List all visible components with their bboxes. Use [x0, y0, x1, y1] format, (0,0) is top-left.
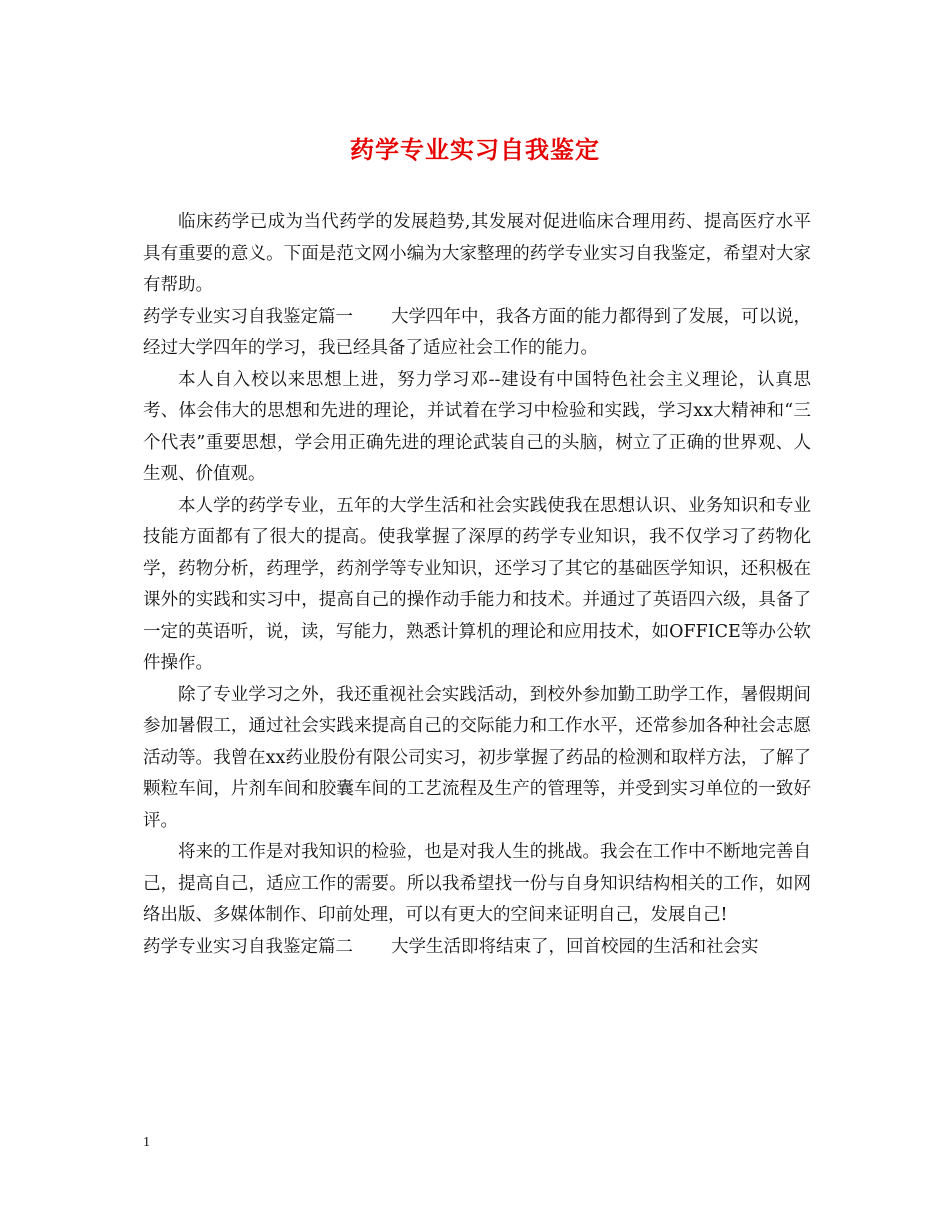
page-number: 1 [143, 1135, 150, 1150]
paragraph-section-one-start [143, 302, 811, 365]
section-heading-one: 药学专业实习自我鉴定篇一 [143, 306, 353, 327]
section-heading-two: 药学专业实习自我鉴定篇二 [143, 936, 353, 957]
paragraph-section-two-start [143, 932, 811, 964]
document-body [143, 207, 811, 963]
paragraph-intro: 临床药学已成为当代药学的发展趋势,其发展对促进临床合理用药、提高医疗水平具有重要的意义。下面是范文网小编为大家整理的药学专业实习自我鉴定，希望对大家有帮助。 [143, 212, 811, 295]
document-title: 药学专业实习自我鉴定 [350, 135, 600, 164]
paragraph-thought: 本人自入校以来思想上进，努力学习邓--建设有中国特色社会主义理论，认真思考、体会伟大的思想和先进的理论，并试着在学习中检验和实践，学习xx大精神和“三个代表”重要思想，学会用正确先进的理论武装自己的头脑，树立了正确的世界观、人生观、价值观。 [143, 369, 811, 484]
paragraph-text: 大学生活即将结束了，回首校园的生活和社会实 [391, 936, 759, 957]
paragraph-practice: 除了专业学习之外，我还重视社会实践活动，到校外参加勤工助学工作，暑假期间参加暑假工，通过社会实践来提高自己的交际能力和工作水平，还常参加各种社会志愿活动等。我曾在xx药业股份有限公司实习，初步掌握了药品的检测和取样方法，了解了颗粒车间，片剂车间和胶囊车间的工艺流程及生产的管理等，并受到实习单位的一致好评。 [143, 684, 811, 831]
paragraph-text: 大学四年中，我各方面的能力都得到了发展，可以说，经过大学四年的学习，我已经具备了适应社会工作的能力。 [143, 306, 811, 358]
paragraph-future: 将来的工作是对我知识的检验，也是对我人生的挑战。我会在工作中不断地完善自己，提高自己，适应工作的需要。所以我希望找一份与自身知识结构相关的工作，如网络出版、多媒体制作、印前处理，可以有更大的空间来证明自己，发展自己! [143, 842, 811, 925]
paragraph-major: 本人学的药学专业，五年的大学生活和社会实践使我在思想认识、业务知识和专业技能方面都有了很大的提高。使我掌握了深厚的药学专业知识，我不仅学习了药物化学，药物分析，药理学，药剂学等专业知识，还学习了其它的基础医学知识，还积极在课外的实践和实习中，提高自己的操作动手能力和技术。并通过了英语四六级，具备了一定的英语听，说，读，写能力，熟悉计算机的理论和应用技术，如OFFICE等办公软件操作。 [143, 495, 811, 673]
